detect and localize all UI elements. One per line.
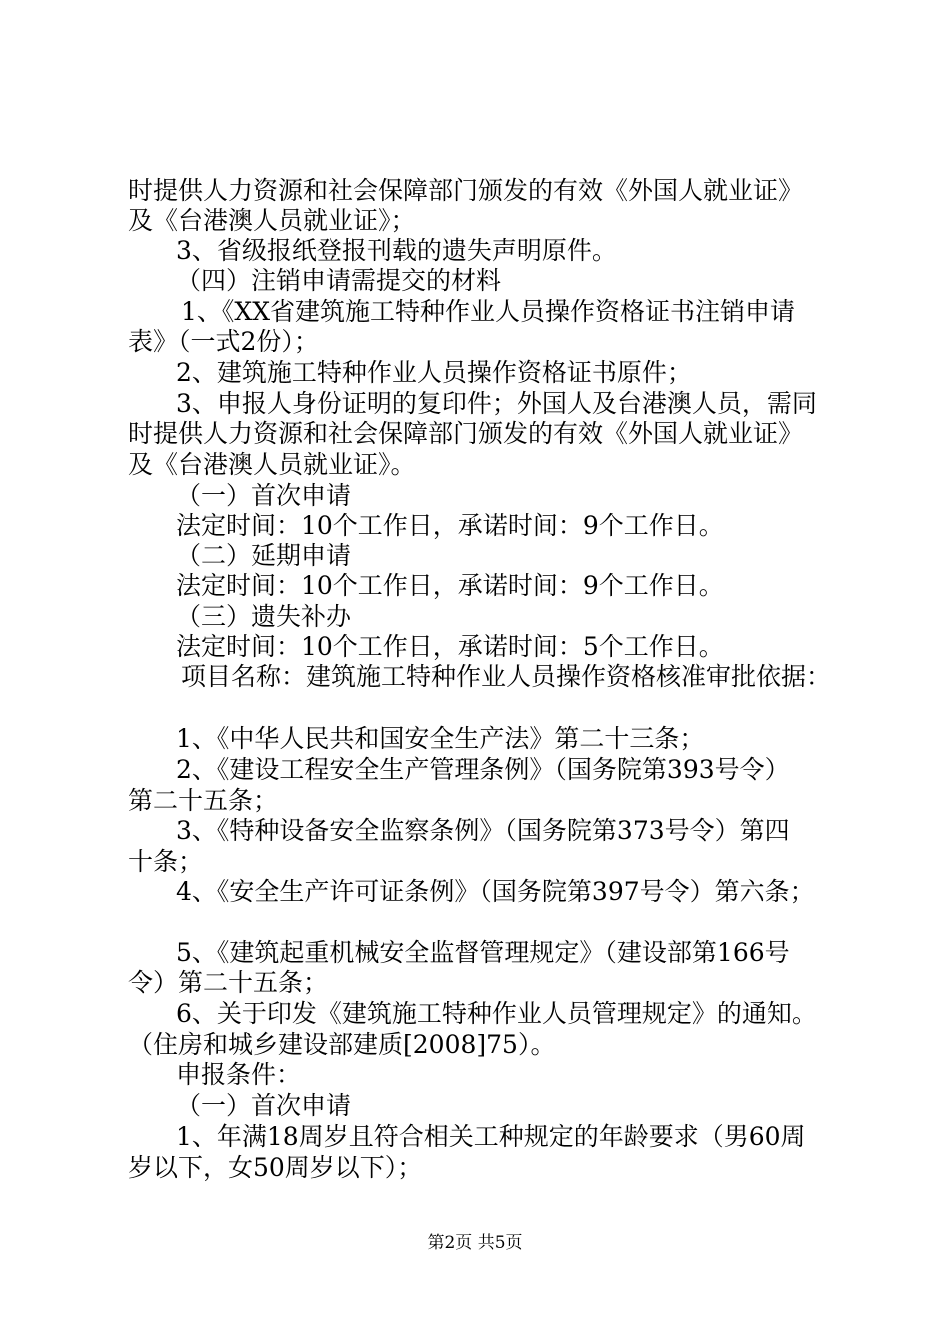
text-line: 3、申报人身份证明的复印件；外国人及台港澳人员，需同 <box>176 389 817 418</box>
text-line: 2、《建设工程安全生产管理条例》（国务院第393号令） <box>176 755 790 784</box>
text-line: 第二十五条； <box>128 786 279 815</box>
text-line: 项目名称：建筑施工特种作业人员操作资格核准审批依据： <box>181 662 832 691</box>
text-line: 令）第二十五条； <box>128 968 329 997</box>
text-line: 1、《中华人民共和国安全生产法》第二十三条； <box>176 724 705 753</box>
text-line: 法定时间：10个工作日，承诺时间：9个工作日。 <box>176 571 724 600</box>
text-line: 十条； <box>128 847 204 876</box>
section-heading: （一）首次申请 <box>176 1091 352 1120</box>
text-line: 6、关于印发《建筑施工特种作业人员管理规定》的通知。 <box>176 999 817 1028</box>
text-line: 1、年满18周岁且符合相关工种规定的年龄要求（男60周 <box>176 1122 806 1151</box>
text-line: 2、建筑施工特种作业人员操作资格证书原件； <box>176 358 692 387</box>
text-line: （住房和城乡建设部建质[2008]75）。 <box>128 1030 556 1059</box>
page-footer: 第2页 共5页 <box>427 1233 523 1253</box>
text-line: 1、《XX省建筑施工特种作业人员操作资格证书注销申请 <box>181 297 796 326</box>
section-heading: （三）遗失补办 <box>176 602 352 631</box>
text-line: 及《台港澳人员就业证》。 <box>128 450 416 479</box>
text-line: 表》（一式2份）； <box>128 327 319 356</box>
text-line: 法定时间：10个工作日，承诺时间：5个工作日。 <box>176 632 724 661</box>
section-heading: （一）首次申请 <box>176 481 352 510</box>
text-line: 及《台港澳人员就业证》； <box>128 206 416 235</box>
text-line: 法定时间：10个工作日，承诺时间：9个工作日。 <box>176 511 724 540</box>
text-line: 4、《安全生产许可证条例》（国务院第397号令）第六条； <box>176 877 815 906</box>
section-heading: （四）注销申请需提交的材料 <box>176 266 502 295</box>
text-line: 5、《建筑起重机械安全监督管理规定》（建设部第166号 <box>176 938 790 967</box>
section-heading: 申报条件： <box>176 1060 302 1089</box>
text-line: 时提供人力资源和社会保障部门颁发的有效《外国人就业证》 <box>128 419 804 448</box>
text-line: 时提供人力资源和社会保障部门颁发的有效《外国人就业证》 <box>128 176 804 205</box>
text-line: 3、《特种设备安全监察条例》（国务院第373号令）第四 <box>176 816 790 845</box>
text-line: 3、省级报纸登报刊载的遗失声明原件。 <box>176 236 617 265</box>
section-heading: （二）延期申请 <box>176 541 352 570</box>
text-line: 岁以下，女50周岁以下）； <box>128 1153 423 1182</box>
